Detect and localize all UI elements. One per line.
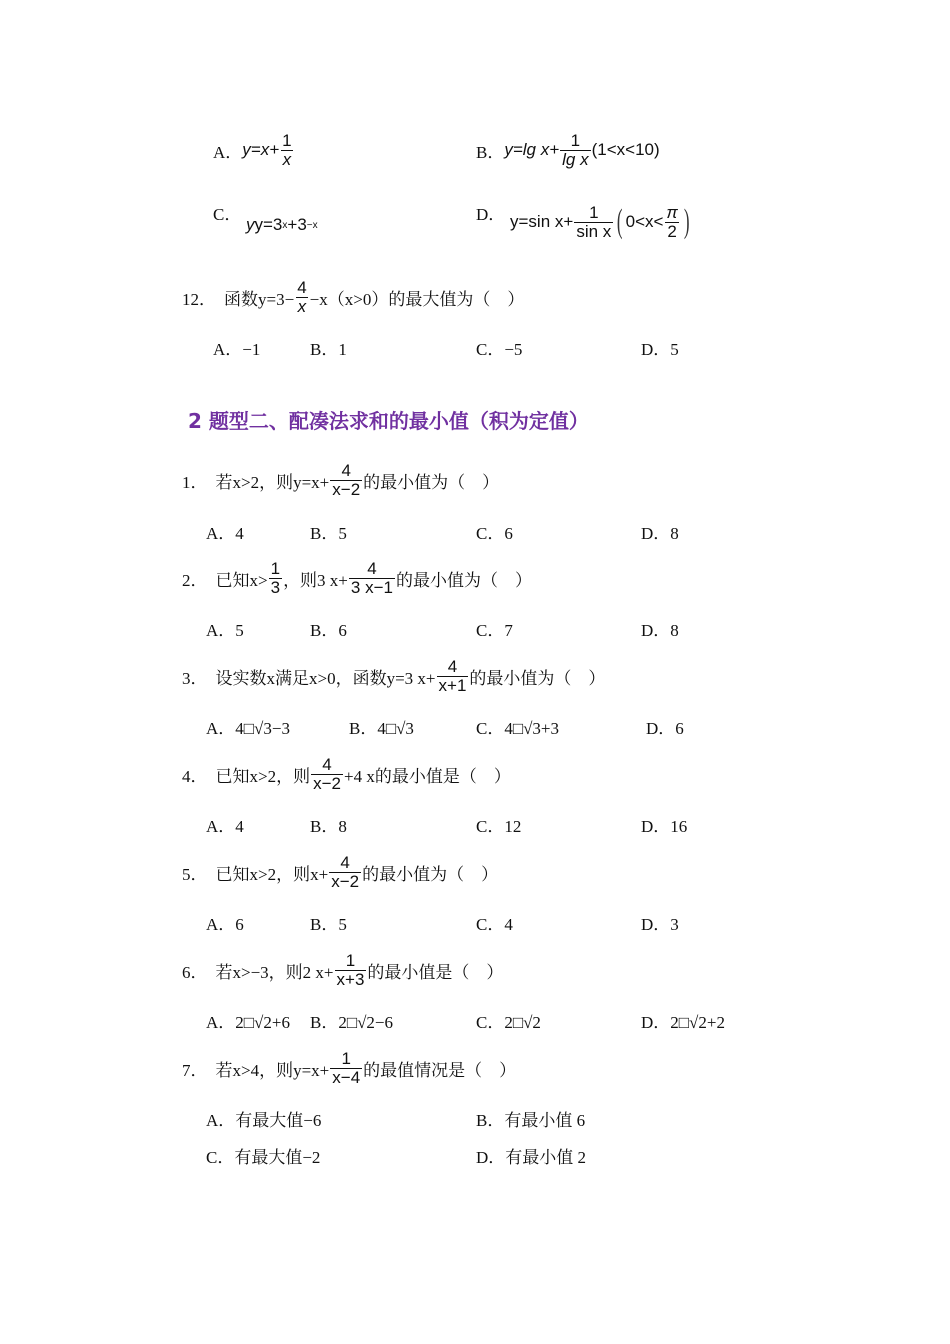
- fraction: [437, 658, 469, 695]
- question-text: −x（x>0）的最大值为（ ）: [309, 289, 525, 309]
- numerator: 4: [447, 656, 458, 676]
- exponent: −x: [306, 219, 318, 231]
- option-c: C．4: [476, 914, 513, 934]
- option-label: A．: [213, 142, 243, 162]
- denominator: 3 x−1: [350, 577, 393, 597]
- option-label: C．: [213, 204, 242, 224]
- fraction: [335, 952, 367, 989]
- question-text: +4 x的最小值是（ ）: [343, 766, 511, 786]
- numerator: 4: [322, 754, 332, 774]
- question-text: 的最值情况是（ ）: [363, 1060, 517, 1080]
- q11-option-a: [213, 130, 295, 170]
- option-b: B．5: [310, 523, 347, 543]
- denominator: 2: [667, 221, 677, 241]
- option-d: D．6: [646, 718, 684, 738]
- q11-option-d: y=sin x+ $\frac{1}{\text{sin x}}$ ( 0<x< $\frac{\pi}{2}$ ): [510, 202, 690, 241]
- question-number: 4．: [182, 766, 208, 786]
- fraction: [330, 462, 362, 499]
- question-text: 已知x>: [215, 570, 268, 590]
- option-b: B．有最小值 6: [476, 1110, 586, 1130]
- fraction: [280, 132, 293, 169]
- denominator: x−2: [332, 479, 361, 499]
- fraction: [574, 204, 613, 241]
- condition-text: 1<x<10: [597, 140, 655, 159]
- fraction: [295, 279, 308, 316]
- q11-option-c: y y=3 x +3 −x: [246, 215, 318, 234]
- option-b: B．1: [310, 339, 347, 359]
- denominator: x: [297, 296, 307, 316]
- fraction: [329, 854, 361, 891]
- question-12: [182, 277, 524, 317]
- numerator: 1: [589, 202, 599, 222]
- numerator: 1: [345, 950, 356, 970]
- denominator: x−2: [331, 871, 360, 891]
- fraction: [664, 204, 679, 241]
- option-d: D．有最小值 2: [476, 1147, 587, 1167]
- formula: y=3: [254, 215, 283, 234]
- option-d: D．8: [641, 620, 679, 640]
- question-text: 已知x>2，则: [215, 766, 311, 786]
- formula: y=sin x+: [510, 212, 574, 231]
- option-b: B．6: [310, 620, 347, 640]
- fraction: [560, 132, 590, 169]
- condition-text: 0<x<: [625, 212, 664, 231]
- numerator: 4: [297, 277, 307, 297]
- formula: +3: [287, 215, 307, 234]
- numerator: 1: [282, 130, 292, 150]
- option-label: D．: [476, 204, 506, 224]
- question-number: 12．: [182, 289, 216, 309]
- fraction: [269, 560, 282, 597]
- denominator: x+1: [438, 675, 467, 695]
- question-6: [182, 950, 503, 990]
- numerator: 4: [367, 558, 377, 578]
- question-text: 的最小值为（ ）: [363, 472, 500, 492]
- option-a: A．有最大值−6: [206, 1110, 322, 1130]
- formula: y=x+: [242, 140, 280, 159]
- denominator: lg x: [562, 149, 589, 169]
- option-d: D．8: [641, 523, 679, 543]
- denominator: x+3: [336, 969, 365, 989]
- question-number: 2．: [182, 570, 208, 590]
- q11-option-d-label: [476, 192, 505, 232]
- formula: y=lg x+: [504, 140, 560, 159]
- option-a: A．4: [206, 816, 244, 836]
- option-c: C．−5: [476, 339, 523, 359]
- question-number: 1．: [182, 472, 208, 492]
- denominator: sin x: [576, 221, 612, 241]
- option-c: C．6: [476, 523, 513, 543]
- question-text: 若x>−3，则2 x+: [215, 962, 334, 982]
- condition: (1<x<10): [591, 140, 660, 159]
- option-b: B．4□√3: [349, 718, 414, 738]
- option-d: D．5: [641, 339, 679, 359]
- option-a: A．4: [206, 523, 244, 543]
- option-a: A．4□√3−3: [206, 718, 290, 738]
- option-c: C．有最大值−2: [206, 1147, 321, 1167]
- question-text: 的最小值是（ ）: [367, 962, 504, 982]
- question-text: 若x>2，则y=x+: [215, 472, 330, 492]
- option-a: A．5: [206, 620, 244, 640]
- question-text: 若x>4，则y=x+: [215, 1060, 330, 1080]
- option-c: C．2□√2: [476, 1012, 541, 1032]
- option-b: B．2□√2−6: [310, 1012, 394, 1032]
- question-number: 3．: [182, 668, 208, 688]
- denominator: 3: [270, 577, 281, 597]
- denominator: x: [282, 149, 292, 169]
- option-a: A．6: [206, 914, 244, 934]
- section-heading: 2 题型二、配凑法求和的最小值（积为定值）: [188, 409, 589, 433]
- option-a: A．2□√2+6: [206, 1012, 290, 1032]
- option-d: D．3: [641, 914, 679, 934]
- question-1: [182, 460, 499, 500]
- option-c: C．4□√3+3: [476, 718, 560, 738]
- question-4: [182, 754, 511, 794]
- option-a: A．−1: [213, 339, 261, 359]
- fraction: [330, 1050, 362, 1087]
- question-3: [182, 656, 605, 696]
- option-b: B．8: [310, 816, 347, 836]
- denominator: x−2: [313, 773, 341, 793]
- question-text: 的最小值为（ ）: [362, 864, 499, 884]
- fraction: [311, 756, 343, 793]
- numerator: 1: [270, 558, 281, 578]
- numerator: π: [666, 202, 678, 222]
- denominator: x−4: [332, 1067, 361, 1087]
- question-text: 函数y=3−: [224, 289, 295, 309]
- option-d: D．16: [641, 816, 688, 836]
- option-label: B．: [476, 142, 505, 162]
- numerator: 1: [570, 130, 581, 150]
- question-text: 已知x>2，则x+: [215, 864, 329, 884]
- fraction: [349, 560, 395, 597]
- question-number: 7．: [182, 1060, 208, 1080]
- question-text: 设实数x满足x>0，函数y=3 x+: [215, 668, 436, 688]
- option-d: D．2□√2+2: [641, 1012, 725, 1032]
- option-b: B．5: [310, 914, 347, 934]
- numerator: 4: [341, 460, 351, 480]
- exponent: x: [282, 219, 288, 231]
- q11-option-b: [476, 130, 660, 170]
- numerator: 1: [341, 1048, 351, 1068]
- question-text: 的最小值为（ ）: [395, 570, 532, 590]
- question-5: [182, 852, 498, 892]
- question-text: 的最小值为（ ）: [469, 668, 606, 688]
- numerator: 4: [340, 852, 350, 872]
- q11-option-c-label: [213, 192, 241, 232]
- option-c: C．12: [476, 816, 522, 836]
- option-c: C．7: [476, 620, 513, 640]
- question-7: [182, 1048, 516, 1088]
- question-number: 6．: [182, 962, 208, 982]
- question-text: ，则3 x+: [283, 570, 348, 590]
- question-2: [182, 558, 532, 598]
- question-number: 5．: [182, 864, 208, 884]
